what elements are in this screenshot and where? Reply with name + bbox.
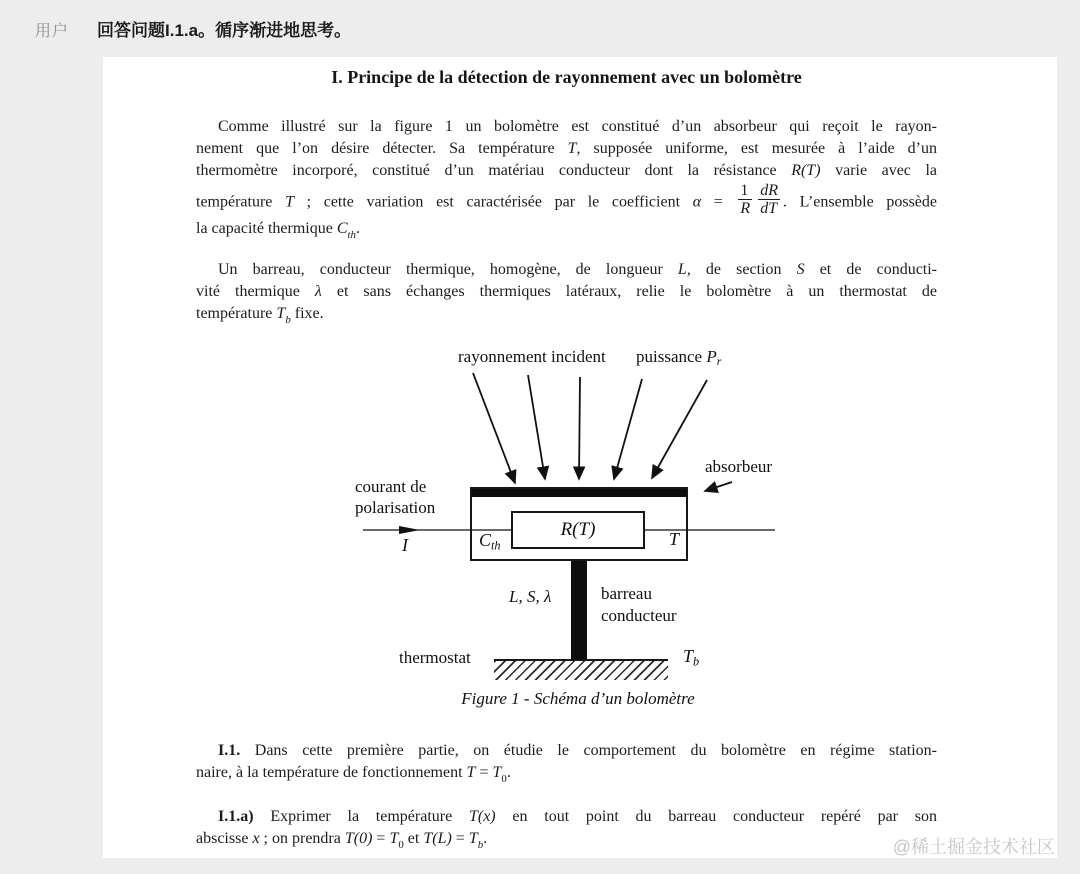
figure-label-absorber: absorbeur [705,457,773,476]
doc-line: vité thermique λ et sans échanges thermiques latéraux, relie le bolomètre à un thermostat de [196,283,938,300]
doc-line: Comme illustré sur la figure 1 un bolomètre est constitué d’un absorbeur qui reçoit le rayon- [218,118,937,135]
doc-paragraph-intro [196,116,937,245]
chat-message-text: 回答问题I.1.a。循序渐进地思考。 [97,21,352,40]
doc-title: I. Principe de la détection de rayonnement avec un bolomètre [331,67,802,87]
thermostat-hatching [494,659,668,680]
doc-line: I.1.a) Exprimer la température T(x) en tout point du barreau conducteur repéré par son [218,808,937,825]
doc-line: température $T_b$ fixe. [196,305,324,326]
resistor-label: R(T) [560,519,596,540]
figure-label-thermostat: thermostat [399,648,471,667]
doc-paragraph-q1 [196,740,937,790]
doc-line: I.1. Dans cette première partie, on étudie le comportement du bolomètre en régime station- [218,742,937,759]
tb-symbol: T [683,646,694,666]
figure-caption: Figure 1 - Schéma d’un bolomètre [461,689,695,708]
power-subscript: r [716,354,722,368]
bolometer-figure [353,345,803,715]
capacity-symbol: C [479,530,492,550]
conductor-bar [571,561,587,659]
doc-line: thermomètre incorporé, constitué d’un matériau conducteur dont la résistance R(T) varie avec la [196,162,938,179]
figure-label-current-symbol: I [402,535,408,555]
resistor-box [511,511,645,549]
tb-subscript: b [693,654,700,669]
figure-label-temperature: T [669,529,680,549]
power-word: puissance [636,347,707,366]
figure-label-power [636,347,721,368]
figure-label-radiation: rayonnement incident [458,347,606,366]
doc-line: abscisse x ; on prendra $T(0) = T_0$ et $T(L) = T_b$. [196,830,488,851]
watermark: @稀土掘金技术社区 [892,837,1055,857]
bias-current-line2: polarisation [355,498,436,517]
chat-role-label: 用户 [35,23,70,40]
doc-line: naire, à la température de fonctionnement $T = T_0$. [196,764,511,785]
figure-label-conductor-bar [601,583,677,627]
figure-label-bias-current [355,476,435,518]
conductor-line1: barreau [601,584,652,603]
doc-line: nement que l’on désire détecter. Sa température T, supposée uniforme, est mesurée à l’aide d’un [196,140,938,157]
doc-paragraph-bar [196,259,937,331]
power-symbol: P [706,347,717,366]
doc-line: la capacité thermique $C_{th}$. [196,219,360,241]
capacity-subscript: th [491,538,501,553]
doc-line: Un barreau, conducteur thermique, homogène, de longueur L, de section S et de conducti- [218,261,938,278]
doc-paragraph-q1a [196,806,937,856]
figure-label-bar-properties: L, S, λ [509,587,552,606]
document-image[interactable] [103,57,1057,858]
conductor-line2: conducteur [601,606,677,625]
bias-current-line1: courant de [355,477,427,496]
doc-line: température T ; cette variation est caractérisée par le coefficient α = $\frac{1}{R}$ $\frac{dR}{dT}$ . L’ensemble possède [196,182,937,218]
figure-label-heat-capacity [479,530,501,553]
figure-label-thermostat-temp [683,646,699,669]
